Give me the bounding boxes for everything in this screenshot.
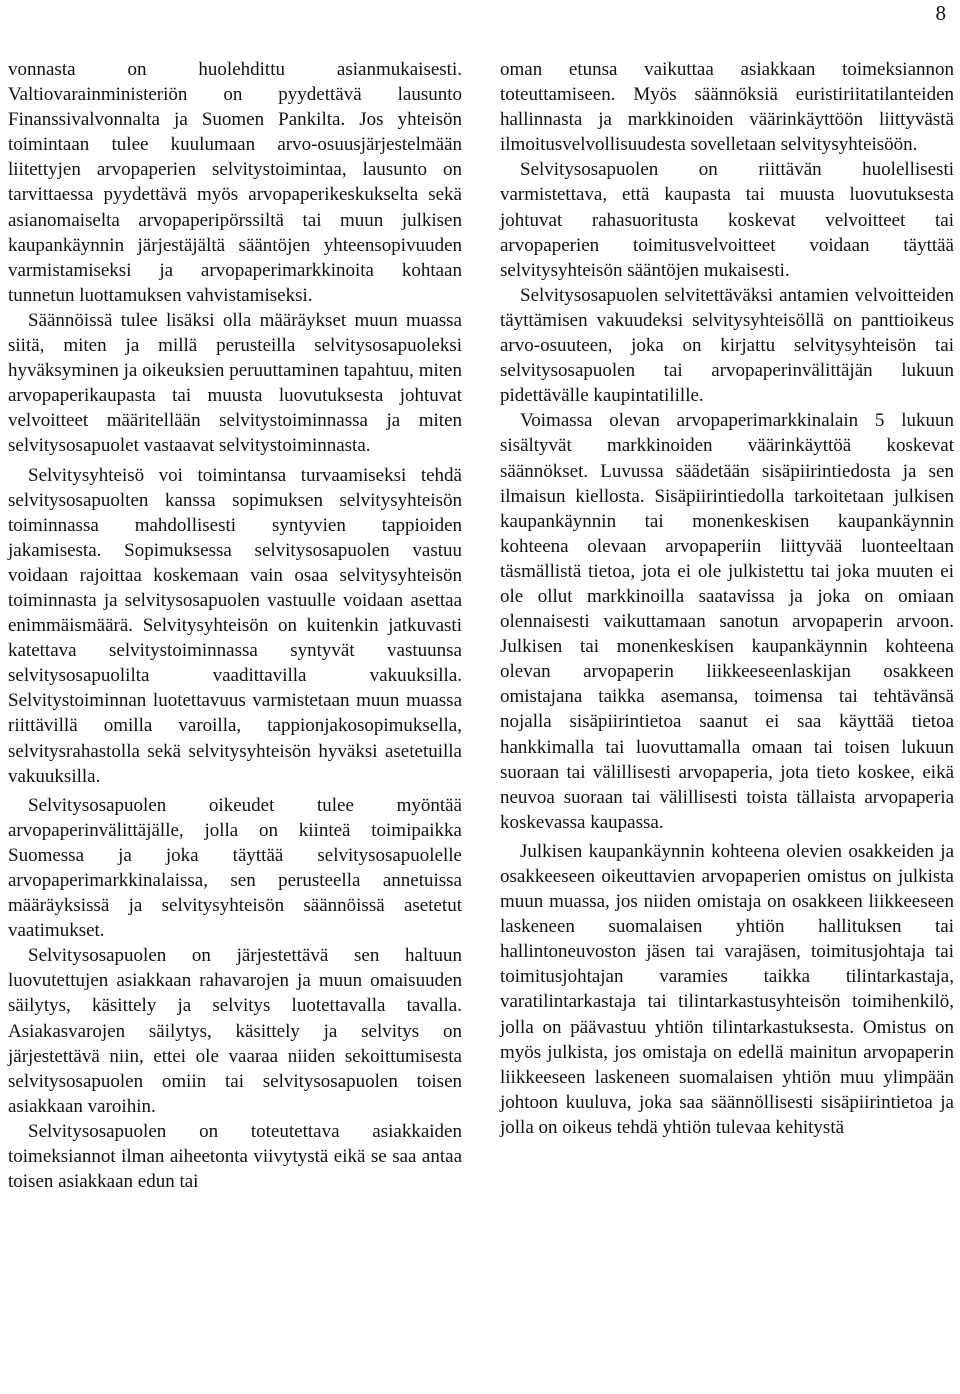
paragraph: vonnasta on huolehdittu asianmukaisesti. Valtiovarainministeriön on pyydettävä lausunto Finanssivalvonnalta ja Suomen Pankilta. Jos yhteisön toimintaan tulee kuulumaan arvo-osuusjärjestelmään liitettyjen arvopaperien selvitystoimintaa, lausunto on tarvittaessa pyydettävä myös arvopaperikeskukselta sekä asianomaiselta arvopaperipörssiltä tai muun julkisen kaupankäynnin järjestäjältä sääntöjen yhteensopivuuden varmistamiseksi ja arvopaperimarkkinoita kohtaan tunnetun luottamuksen vahvistamiseksi. <box>8 59 462 306</box>
right-column <box>500 57 954 1140</box>
paragraph: Selvitysyhteisö voi toimintansa turvaamiseksi tehdä selvitysosapuolten kanssa sopimuksen selvitysyhteisön toiminnassa mahdollisesti syntyvien tappioiden jakamisesta. Sopimuksessa selvitysosapuolen vastuu voidaan rajoittaa koskemaan vain osaa selvitysyhteisön toiminnasta ja selvitysosapuolen vastuulle voidaan asettaa enimmäismäärä. Selvitysyhteisön on kuitenkin jatkuvasti katettava selvitystoiminnassa syntyvät vastuunsa selvitysosapuolilta vaadittavilla vakuuksilla. Selvitystoiminnan luotettavuus varmistetaan muun muassa riittävillä omilla varoilla, tappionjakosopimuksella, selvitysrahastolla sekä selvitysyhteisön hyväksi asetetuilla vakuuksilla. <box>8 464 462 787</box>
paragraph: Voimassa olevan arvopaperimarkkinalain 5 lukuun sisältyvät markkinoiden väärinkäyttöä koskevat säännökset. Luvussa säädetään sisäpiirintiedosta ja sen ilmaisun kiellosta. Sisäpiirintiedolla tarkoitetaan julkisen kaupankäynnin tai monenkeskisen kaupankäynnin kohteena olevaan arvopaperiin liittyvää luonteeltaan täsmällistä tietoa, jota ei ole julkistettu tai joka muuten ei ole ollut markkinoilla saatavissa ja joka on omiaan olennaisesti vaikuttamaan sanotun arvopaperin arvoon. Julkisen tai monenkeskisen kaupankäynnin kohteena olevan arvopaperin liikkeeseenlaskijan osakkeen omistajana taikka asemansa, toimensa tai tehtävänsä nojalla sisäpiirintietoa saanut ei saa käyttää tietoa hankkimalla tai luovuttamalla omaan tai toisen lukuun suoraan tai välillisesti arvopaperia, jota tieto koskee, eikä neuvoa suoraan tai välillisesti toista tällaista arvopaperia koskevassa kaupassa. <box>500 410 954 833</box>
paragraph: Selvitysosapuolen on toteutettava asiakkaiden toimeksiannot ilman aiheetonta viivytystä eikä se saa antaa toisen asiakkaan edun tai <box>8 1120 462 1193</box>
paragraph: Selvitysosapuolen on järjestettävä sen haltuun luovutettujen asiakkaan rahavarojen ja muun omaisuuden säilytys, käsittely ja selvitys luotettavalla tavalla. Asiakasvarojen säilytys, käsittely ja selvitys on järjestettävä niin, ettei ole vaaraa niiden sekoittumisesta selvitysosapuolen omiin tai selvitysosapuolen toisen asiakkaan varoihin. <box>8 945 462 1117</box>
paragraph: Selvitysosapuolen oikeudet tulee myöntää arvopaperinvälittäjälle, jolla on kiinteä toimipaikka Suomessa ja joka täyttää selvitysosapuolelle arvopaperimarkkinalaissa, sen perusteella annetuissa määräyksissä ja selvitysyhteisön säännöissä asetetut vaatimukset. <box>8 794 462 942</box>
paragraph: oman etunsa vaikuttaa asiakkaan toimeksiannon toteuttamiseen. Myös säännöksiä euristiriitatilanteiden hallinnasta ja markkinoiden väärinkäyttöön liittyvästä ilmoitusvelvollisuudesta sovelletaan selvitysyhteisöön. <box>500 59 954 156</box>
paragraph: Selvitysosapuolen on riittävän huolellisesti varmistettava, että kaupasta tai muusta luovutuksesta johtuvat rahasuoritusta koskevat velvoitteet tai arvopaperien toimitusvelvoitteet voidaan täyttää selvitysyhteisön sääntöjen mukaisesti. <box>500 159 954 281</box>
left-column <box>8 57 462 1194</box>
paragraph: Julkisen kaupankäynnin kohteena olevien osakkeiden ja osakkeeseen oikeuttavien arvopaperien omistus on julkista muun muassa, jos niiden omistaja on osakkeen liikkeeseen laskeneen suomalaisen yhtiön hallituksen tai hallintoneuvoston jäsen tai varajäsen, toimitusjohtaja tai toimitusjohtajan varamies taikka tilintarkastaja, varatilintarkastaja tai tilintarkastusyhteisön toimihenkilö, jolla on päävastuu yhtiön tilintarkastuksesta. Omistus on myös julkista, jos omistaja on edellä mainitun arvopaperin liikkeeseen laskeneen suomalaisen yhtiön muu ylimpään johtoon kuuluva, joka saa säännöllisesti sisäpiirintietoa ja jolla on oikeus tehdä yhtiön tulevaa kehitystä <box>500 840 954 1138</box>
page-number: 8 <box>935 1 946 25</box>
paragraph: Selvitysosapuolen selvitettäväksi antamien velvoitteiden täyttämisen vakuudeksi selvitysyhteisöllä on panttioikeus arvo-osuuteen, joka on kirjattu selvitysyhteisön tai selvitysosapuolen tai arvopaperinvälittäjän lukuun pidettävälle kaupintatilille. <box>500 284 954 407</box>
paragraph: Säännöissä tulee lisäksi olla määräykset muun muassa siitä, miten ja millä perusteilla selvitysosapuoleksi hyväksyminen ja oikeuksien peruuttaminen tapahtuu, miten arvopaperikaupasta tai muusta luovutuksesta johtuvat velvoitteet määritellään selvitystoiminnassa ja miten selvitysosapuolet vastaavat selvitystoiminnasta. <box>8 309 462 457</box>
